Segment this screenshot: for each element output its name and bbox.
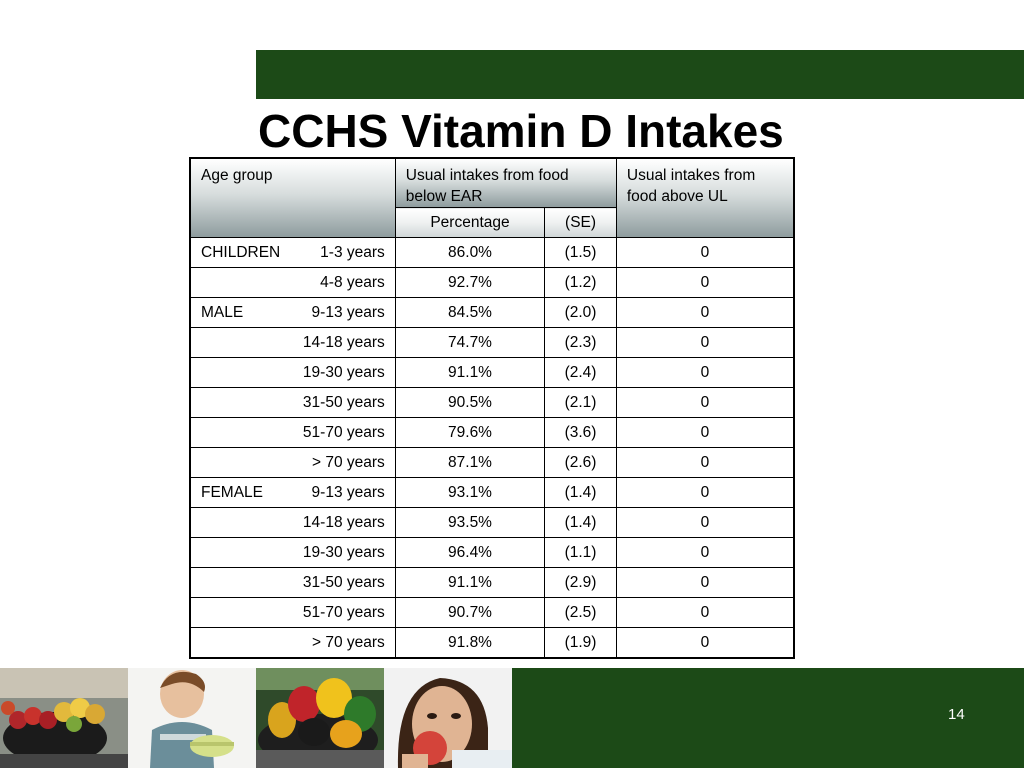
- header-se: (SE): [545, 208, 617, 238]
- percentage-cell: 90.5%: [395, 388, 544, 418]
- above-ul-cell: 0: [616, 598, 794, 628]
- table-row: [190, 418, 794, 448]
- above-ul-cell: 0: [616, 328, 794, 358]
- se-cell: (2.5): [545, 598, 617, 628]
- age-group-cell: [190, 598, 395, 628]
- age-range-label: 9-13 years: [311, 304, 385, 321]
- age-range-label: 31-50 years: [302, 394, 385, 411]
- age-group-cell: [190, 418, 395, 448]
- se-cell: (2.1): [545, 388, 617, 418]
- se-cell: (2.6): [545, 448, 617, 478]
- percentage-cell: 93.1%: [395, 478, 544, 508]
- age-range-label: 14-18 years: [302, 514, 385, 531]
- group-label: CHILDREN: [201, 244, 281, 261]
- age-group-cell: [190, 388, 395, 418]
- table-row: [190, 448, 794, 478]
- age-group-cell: [190, 478, 395, 508]
- percentage-cell: 90.7%: [395, 598, 544, 628]
- header-below-ear: Usual intakes from food below EAR: [395, 158, 616, 208]
- age-group-cell: [190, 628, 395, 659]
- table-row: [190, 268, 794, 298]
- age-range-label: 51-70 years: [302, 424, 385, 441]
- peppers-photo: [256, 668, 384, 768]
- table-row: [190, 478, 794, 508]
- above-ul-cell: 0: [616, 508, 794, 538]
- se-cell: (1.5): [545, 238, 617, 268]
- header-above-ul: Usual intakes from food above UL: [616, 158, 794, 238]
- age-range-label: 14-18 years: [302, 334, 385, 351]
- se-cell: (2.9): [545, 568, 617, 598]
- percentage-cell: 93.5%: [395, 508, 544, 538]
- percentage-cell: 84.5%: [395, 298, 544, 328]
- percentage-cell: 79.6%: [395, 418, 544, 448]
- slide-title: CCHS Vitamin D Intakes: [258, 105, 784, 157]
- age-range-label: 19-30 years: [302, 364, 385, 381]
- percentage-cell: 91.8%: [395, 628, 544, 659]
- table-row: [190, 598, 794, 628]
- above-ul-cell: 0: [616, 628, 794, 659]
- above-ul-cell: 0: [616, 568, 794, 598]
- vitamin-d-table: [189, 157, 795, 659]
- age-group-cell: [190, 568, 395, 598]
- percentage-cell: 91.1%: [395, 568, 544, 598]
- se-cell: (1.2): [545, 268, 617, 298]
- age-group-cell: [190, 538, 395, 568]
- se-cell: (1.1): [545, 538, 617, 568]
- se-cell: (3.6): [545, 418, 617, 448]
- fruit-bowl-photo: [0, 668, 128, 768]
- se-cell: (1.9): [545, 628, 617, 659]
- percentage-cell: 92.7%: [395, 268, 544, 298]
- table-row: [190, 238, 794, 268]
- table-body: [190, 238, 794, 659]
- se-cell: (2.3): [545, 328, 617, 358]
- age-range-label: 31-50 years: [302, 574, 385, 591]
- table-row: [190, 388, 794, 418]
- table-row: [190, 328, 794, 358]
- age-group-cell: [190, 448, 395, 478]
- percentage-cell: 87.1%: [395, 448, 544, 478]
- age-range-label: 51-70 years: [302, 604, 385, 621]
- se-cell: (1.4): [545, 508, 617, 538]
- percentage-cell: 86.0%: [395, 238, 544, 268]
- above-ul-cell: 0: [616, 538, 794, 568]
- age-range-label: 9-13 years: [311, 484, 385, 501]
- age-group-cell: [190, 298, 395, 328]
- table-row: [190, 298, 794, 328]
- se-cell: (1.4): [545, 478, 617, 508]
- group-label: MALE: [201, 304, 244, 321]
- above-ul-cell: 0: [616, 388, 794, 418]
- table-row: [190, 358, 794, 388]
- age-group-cell: [190, 508, 395, 538]
- above-ul-cell: 0: [616, 268, 794, 298]
- table-row: [190, 628, 794, 659]
- above-ul-cell: 0: [616, 448, 794, 478]
- age-range-label: 19-30 years: [302, 544, 385, 561]
- above-ul-cell: 0: [616, 298, 794, 328]
- age-range-label: 1-3 years: [320, 244, 385, 261]
- above-ul-cell: 0: [616, 358, 794, 388]
- age-group-cell: [190, 328, 395, 358]
- age-range-label: 4-8 years: [320, 274, 385, 291]
- page-number: 14: [948, 706, 965, 723]
- top-accent-bar: [256, 50, 1024, 99]
- age-range-label: > 70 years: [311, 634, 385, 651]
- table-row: [190, 508, 794, 538]
- header-age-group: Age group: [190, 158, 395, 238]
- group-label: FEMALE: [201, 484, 264, 501]
- photo-strip: [0, 668, 512, 768]
- child-apple-photo: [384, 668, 512, 768]
- age-group-cell: [190, 358, 395, 388]
- child-eating-photo: [128, 668, 256, 768]
- age-group-cell: [190, 268, 395, 298]
- percentage-cell: 74.7%: [395, 328, 544, 358]
- header-percentage: Percentage: [395, 208, 544, 238]
- age-range-label: > 70 years: [311, 454, 385, 471]
- se-cell: (2.0): [545, 298, 617, 328]
- se-cell: (2.4): [545, 358, 617, 388]
- above-ul-cell: 0: [616, 418, 794, 448]
- table-row: [190, 538, 794, 568]
- percentage-cell: 91.1%: [395, 358, 544, 388]
- above-ul-cell: 0: [616, 478, 794, 508]
- age-group-cell: [190, 238, 395, 268]
- above-ul-cell: 0: [616, 238, 794, 268]
- percentage-cell: 96.4%: [395, 538, 544, 568]
- table-row: [190, 568, 794, 598]
